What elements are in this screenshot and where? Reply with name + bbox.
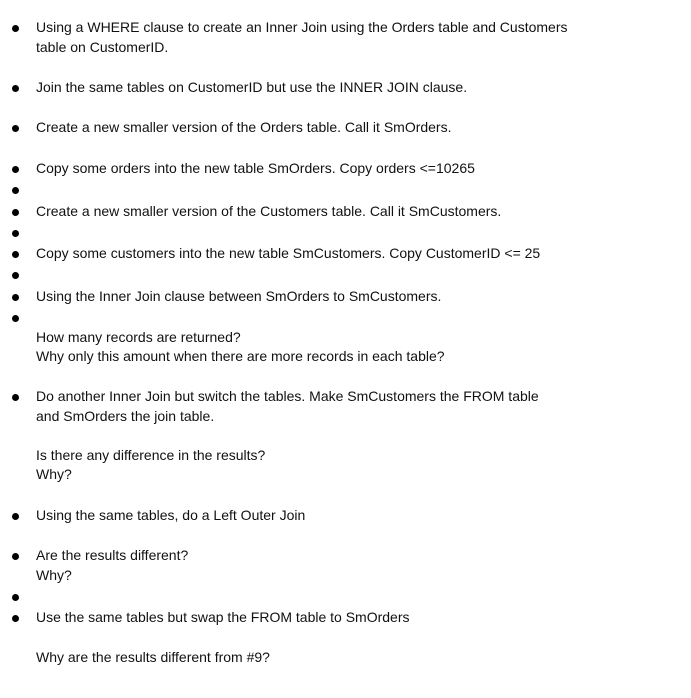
list-item-text: Why? (36, 567, 72, 583)
bullet-marker (12, 394, 19, 401)
list-item-text: Using the same tables, do a Left Outer Join (36, 507, 306, 523)
list-item-text: Create a new smaller version of the Customers table. Call it SmCustomers. (36, 203, 502, 219)
bullet-marker (12, 272, 19, 279)
paragraph-text: Why only this amount when there are more records in each table? (36, 348, 445, 364)
bullet-marker (12, 553, 19, 560)
list-item-text: Using the Inner Join clause between SmOrders to SmCustomers. (36, 288, 442, 304)
bullet-marker (12, 125, 19, 132)
paragraph-text: Why are the results different from #9? (36, 649, 270, 665)
paragraph-text: How many records are returned? (36, 329, 241, 345)
bullet-marker (12, 294, 19, 301)
list-item-text: Copy some customers into the new table SmCustomers. Copy CustomerID <= 25 (36, 245, 541, 261)
paragraph-text: Is there any difference in the results? (36, 447, 266, 463)
list-item-text: Are the results different? (36, 547, 189, 563)
bullet-marker (12, 209, 19, 216)
list-item-text: Using a WHERE clause to create an Inner Join using the Orders table and Customers (36, 19, 568, 35)
list-item-text: Copy some orders into the new table SmOrders. Copy orders <=10265 (36, 160, 475, 176)
list-item-text: Create a new smaller version of the Orders table. Call it SmOrders. (36, 119, 452, 135)
bullet-marker (12, 166, 19, 173)
bullet-marker (12, 187, 19, 194)
list-item-text: and SmOrders the join table. (36, 408, 215, 424)
list-item-text: Use the same tables but swap the FROM table to SmOrders (36, 609, 410, 625)
bullet-marker (12, 85, 19, 92)
bullet-marker (12, 315, 19, 322)
bullet-marker (12, 230, 19, 237)
list-item-text: table on CustomerID. (36, 39, 169, 55)
bullet-marker (12, 513, 19, 520)
bullet-marker (12, 25, 19, 32)
list-item-text: Join the same tables on CustomerID but use the INNER JOIN clause. (36, 79, 468, 95)
paragraph-text: Why? (36, 466, 72, 482)
bullet-marker (12, 594, 19, 601)
list-item-text: Do another Inner Join but switch the tables. Make SmCustomers the FROM table (36, 388, 539, 404)
bullet-marker (12, 251, 19, 258)
bullet-marker (12, 615, 19, 622)
